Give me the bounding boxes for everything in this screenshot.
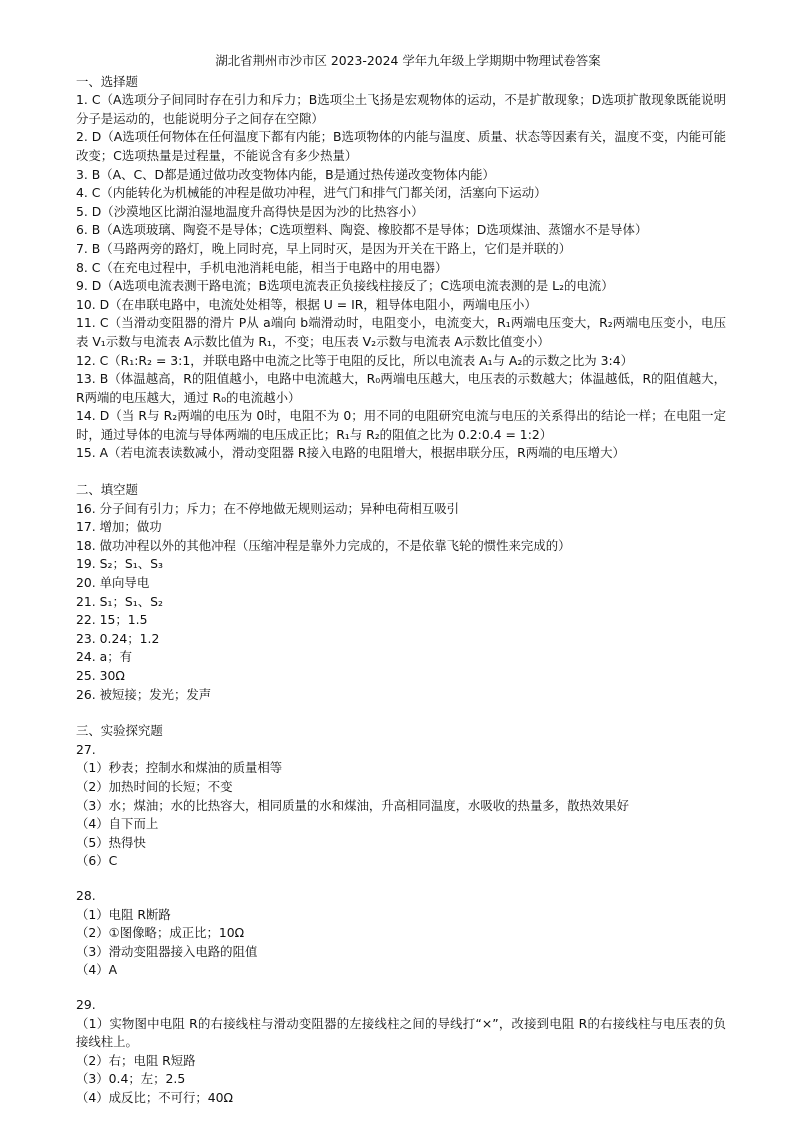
answer-item-20: 20. 单向导电 (76, 575, 150, 591)
question-group-27 (76, 741, 726, 871)
answer-item-25: 25. 30Ω (76, 668, 125, 683)
sub-answer: （3）滑动变阻器接入电路的阻值 (76, 943, 258, 959)
answer-item-21: 21. S₁；S₁、S₂ (76, 593, 163, 609)
answer-item-10: 10. D（在串联电路中，电流处处相等，根据 U = IR，粗导体电阻小，两端电压小） (76, 296, 537, 312)
answer-item-1: 1. C（A选项分子间同时存在引力和斥力；B选项尘土飞扬是宏观物体的运动，不是扩散现象；D选项扩散现象既能说明分子是运动的，也能说明分子之间存在空隙） (76, 92, 726, 126)
answer-sheet (76, 52, 726, 1107)
answer-item-23: 23. 0.24；1.2 (76, 630, 160, 646)
section-heading-choice: 一、选择题 (76, 73, 138, 89)
answer-item-26: 26. 被短接；发光；发声 (76, 686, 212, 702)
answer-item-6: 6. B（A选项玻璃、陶瓷不是导体；C选项塑料、陶瓷、橡胶都不是导体；D选项煤油、蒸馏水不是导体） (76, 222, 648, 238)
question-number: 28. (76, 887, 96, 903)
section-choice (76, 73, 726, 463)
answer-item-4: 4. C（内能转化为机械能的冲程是做功冲程，进气门和排气门都关闭，活塞向下运动） (76, 185, 547, 201)
answer-item-7: 7. B（马路两旁的路灯，晚上同时亮，早上同时灭，是因为开关在干路上，它们是并联的） (76, 240, 572, 256)
question-group-29 (76, 996, 726, 1108)
section-fill (76, 481, 726, 704)
sub-answer: （5）热得快 (76, 834, 146, 850)
answer-item-3: 3. B（A、C、D都是通过做功改变物体内能，B是通过热传递改变物体内能） (76, 166, 495, 182)
answer-item-2: 2. D（A选项任何物体在任何温度下都有内能；B选项物体的内能与温度、质量、状态等因素有关，温度不变，内能可能改变；C选项热量是过程量，不能说含有多少热量） (76, 129, 726, 163)
answer-item-19: 19. S₂；S₁、S₃ (76, 556, 163, 572)
question-number: 27. (76, 741, 96, 757)
question-group-28 (76, 887, 726, 980)
document-title: 湖北省荆州市沙市区 2023-2024 学年九年级上学期期中物理试卷答案 (215, 53, 601, 68)
section-heading-experiment: 三、实验探究题 (76, 723, 163, 739)
sub-answer: （4）A (76, 962, 118, 978)
sub-answer: （2）加热时间的长短；不变 (76, 778, 233, 794)
group-spacer (76, 980, 726, 996)
section-spacer (76, 463, 726, 481)
answer-item-24: 24. a；有 (76, 649, 133, 665)
answer-item-11: 11. C（当滑动变阻器的滑片 P从 a端向 b端滑动时，电阻变小，电流变大，R₁两端电压变大，R₂两端电压变小，电压表 V₁示数与电流表 A示数比值为 R₁，不变；电压表 V₂示数与电流表 A示数比值变小） (76, 315, 726, 349)
answer-item-22: 22. 15；1.5 (76, 612, 148, 628)
sub-answer: （1）秒表；控制水和煤油的质量相等 (76, 760, 283, 776)
answer-item-12: 12. C（R₁:R₂ = 3:1，并联电路中电流之比等于电阻的反比，所以电流表 A₁与 A₂的示数之比为 3:4） (76, 352, 633, 368)
sub-answer: （3）0.4；左；2.5 (76, 1071, 186, 1087)
answer-item-18: 18. 做功冲程以外的其他冲程（压缩冲程是靠外力完成的，不是依靠飞轮的惯性来完成的） (76, 537, 571, 553)
question-number: 29. (76, 996, 96, 1012)
sub-answer: （1）电阻 R断路 (76, 906, 171, 922)
sub-answer: （2）①图像略；成正比；10Ω (76, 925, 245, 941)
answer-item-9: 9. D（A选项电流表测干路电流；B选项电流表正负接线柱接反了；C选项电流表测的是 L₂的电流） (76, 278, 614, 294)
answer-item-17: 17. 增加；做功 (76, 519, 162, 535)
sub-answer: （3）水；煤油；水的比热容大，相同质量的水和煤油，升高相同温度，水吸收的热量多，散热效果好 (76, 797, 630, 813)
sub-answer: （4）自下而上 (76, 816, 159, 832)
answer-item-5: 5. D（沙漠地区比湖泊湿地温度升高得快是因为沙的比热容小） (76, 203, 424, 219)
answer-item-16: 16. 分子间有引力；斥力；在不停地做无规则运动；异种电荷相互吸引 (76, 500, 459, 516)
answer-item-15: 15. A（若电流表读数减小，滑动变阻器 R接入电路的电阻增大，根据串联分压，R两端的电压增大） (76, 445, 625, 461)
sub-answer: （1）实物图中电阻 R的右接线柱与滑动变阻器的左接线柱之间的导线打“×”，改接到电阻 R的右接线柱与电压表的负接线柱上。 (76, 1015, 726, 1050)
section-experiment (76, 722, 726, 1107)
section-spacer (76, 704, 726, 722)
sub-answer: （4）成反比；不可行；40Ω (76, 1089, 234, 1105)
section-heading-fill: 二、填空题 (76, 482, 138, 498)
answer-item-14: 14. D（当 R与 R₂两端的电压为 0时，电阻不为 0；用不同的电阻研究电流与电压的关系得出的结论一样；在电阻一定时，通过导体的电流与导体两端的电压成正比；R₁与 R₂的阻值之比为 0.2:0.4 = 1:2） (76, 408, 726, 442)
sub-answer: （6）C (76, 853, 118, 869)
sub-answer: （2）右；电阻 R短路 (76, 1052, 196, 1068)
group-spacer (76, 871, 726, 887)
answer-item-13: 13. B（体温越高，R的阻值越小，电路中电流越大，R₀两端电压越大，电压表的示数越大；体温越低，R的阻值越大，R两端的电压越大，通过 R₀的电流越小） (76, 371, 726, 405)
answer-item-8: 8. C（在充电过程中，手机电池消耗电能，相当于电路中的用电器） (76, 259, 448, 275)
